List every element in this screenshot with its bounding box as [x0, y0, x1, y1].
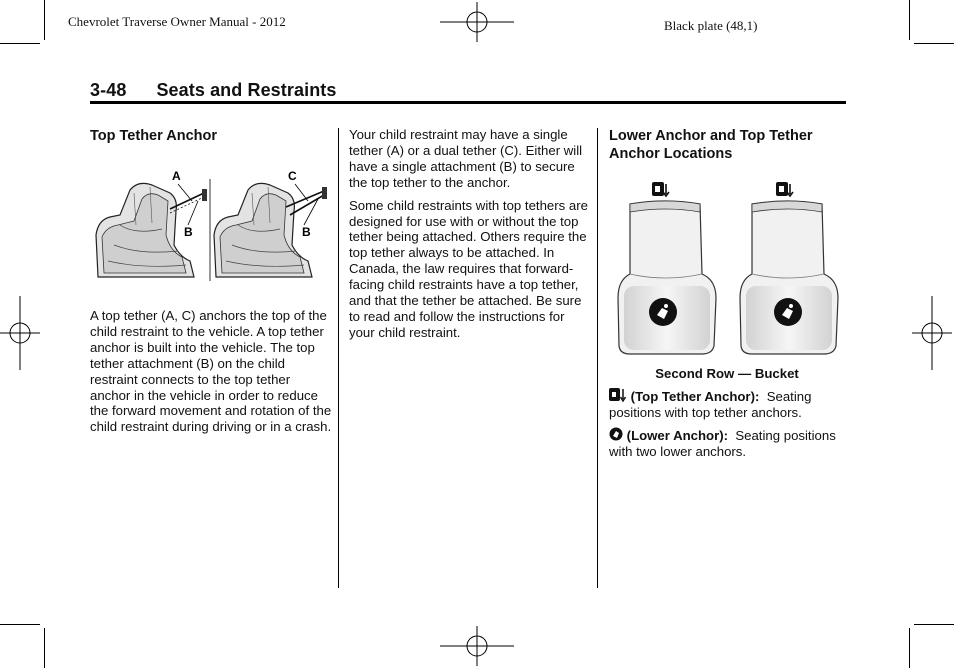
top-tether-heading: Top Tether Anchor	[90, 128, 218, 144]
anchor-locations-heading: Lower Anchor and Top Tether Anchor Locations	[609, 128, 813, 162]
registration-mark-bottom	[440, 626, 514, 666]
registration-mark-left	[0, 296, 40, 370]
registration-mark-right	[912, 296, 952, 370]
column-2-text	[349, 127, 593, 341]
crop-mark	[909, 628, 910, 668]
plate-label: Black plate (48,1)	[664, 18, 758, 33]
crop-mark	[909, 0, 910, 40]
column-divider	[597, 128, 598, 588]
lower-anchor-desc: Seating positions with two lower anchors.	[609, 428, 836, 459]
top-tether-term: (Top Tether Anchor):	[630, 389, 760, 404]
legend-lower-anchor	[609, 427, 849, 460]
crop-mark	[914, 43, 954, 44]
crop-mark	[44, 0, 45, 40]
crop-mark	[44, 628, 45, 668]
left-bucket-seat	[618, 182, 716, 354]
label-a: A	[172, 169, 181, 183]
section-title: Seats and Restraints	[156, 80, 337, 100]
top-tether-desc: Seating positions with top tether anchors.	[609, 389, 812, 420]
tether-types-paragraph: Your child restraint may have a single tether (A) or a dual tether (C). Either will have a single attachment (B) to secure the top tether to the anchor.	[349, 127, 583, 190]
column-divider	[338, 128, 339, 588]
header-rule	[90, 101, 846, 104]
crop-mark	[914, 624, 954, 625]
lower-anchor-symbol-icon	[609, 427, 623, 441]
top-tether-illustration	[90, 165, 335, 285]
manual-title: Chevrolet Traverse Owner Manual - 2012	[68, 14, 286, 29]
crop-mark	[0, 43, 40, 44]
page-number: 3-48	[90, 80, 127, 100]
figure-caption: Second Row — Bucket	[655, 366, 799, 381]
registration-mark-top	[440, 2, 514, 42]
label-c: C	[288, 169, 297, 183]
lower-anchor-term: (Lower Anchor):	[626, 428, 729, 443]
paragraph: A top tether (A, C) anchors the top of the child restraint to the vehicle. A top tether anchor is built into the vehicle. The top tether attachment (B) on the child restraint connects to the top tether anchor in the vehicle in order to reduce the forward movement and rotation of the child restraint during driving or in a crash.	[90, 308, 332, 435]
right-bucket-seat	[740, 182, 838, 354]
top-tether-symbol-icon	[609, 388, 627, 402]
crop-mark	[0, 624, 40, 625]
second-row-seats-illustration	[616, 178, 842, 358]
top-tether-paragraph	[90, 308, 334, 435]
legend-top-tether	[609, 388, 849, 421]
label-b2: B	[302, 225, 311, 239]
label-b1: B	[184, 225, 193, 239]
section-header	[90, 80, 337, 101]
tether-requirements-paragraph: Some child restraints with top tethers are designed for use with or without the top tether being attached. Others require the top tether always to be attached. In Canada, the law requires that forward-facing child restraints have a top tether, and that the tether be attached. Be sure to read and follow the instructions for your child restraint.	[349, 197, 588, 340]
